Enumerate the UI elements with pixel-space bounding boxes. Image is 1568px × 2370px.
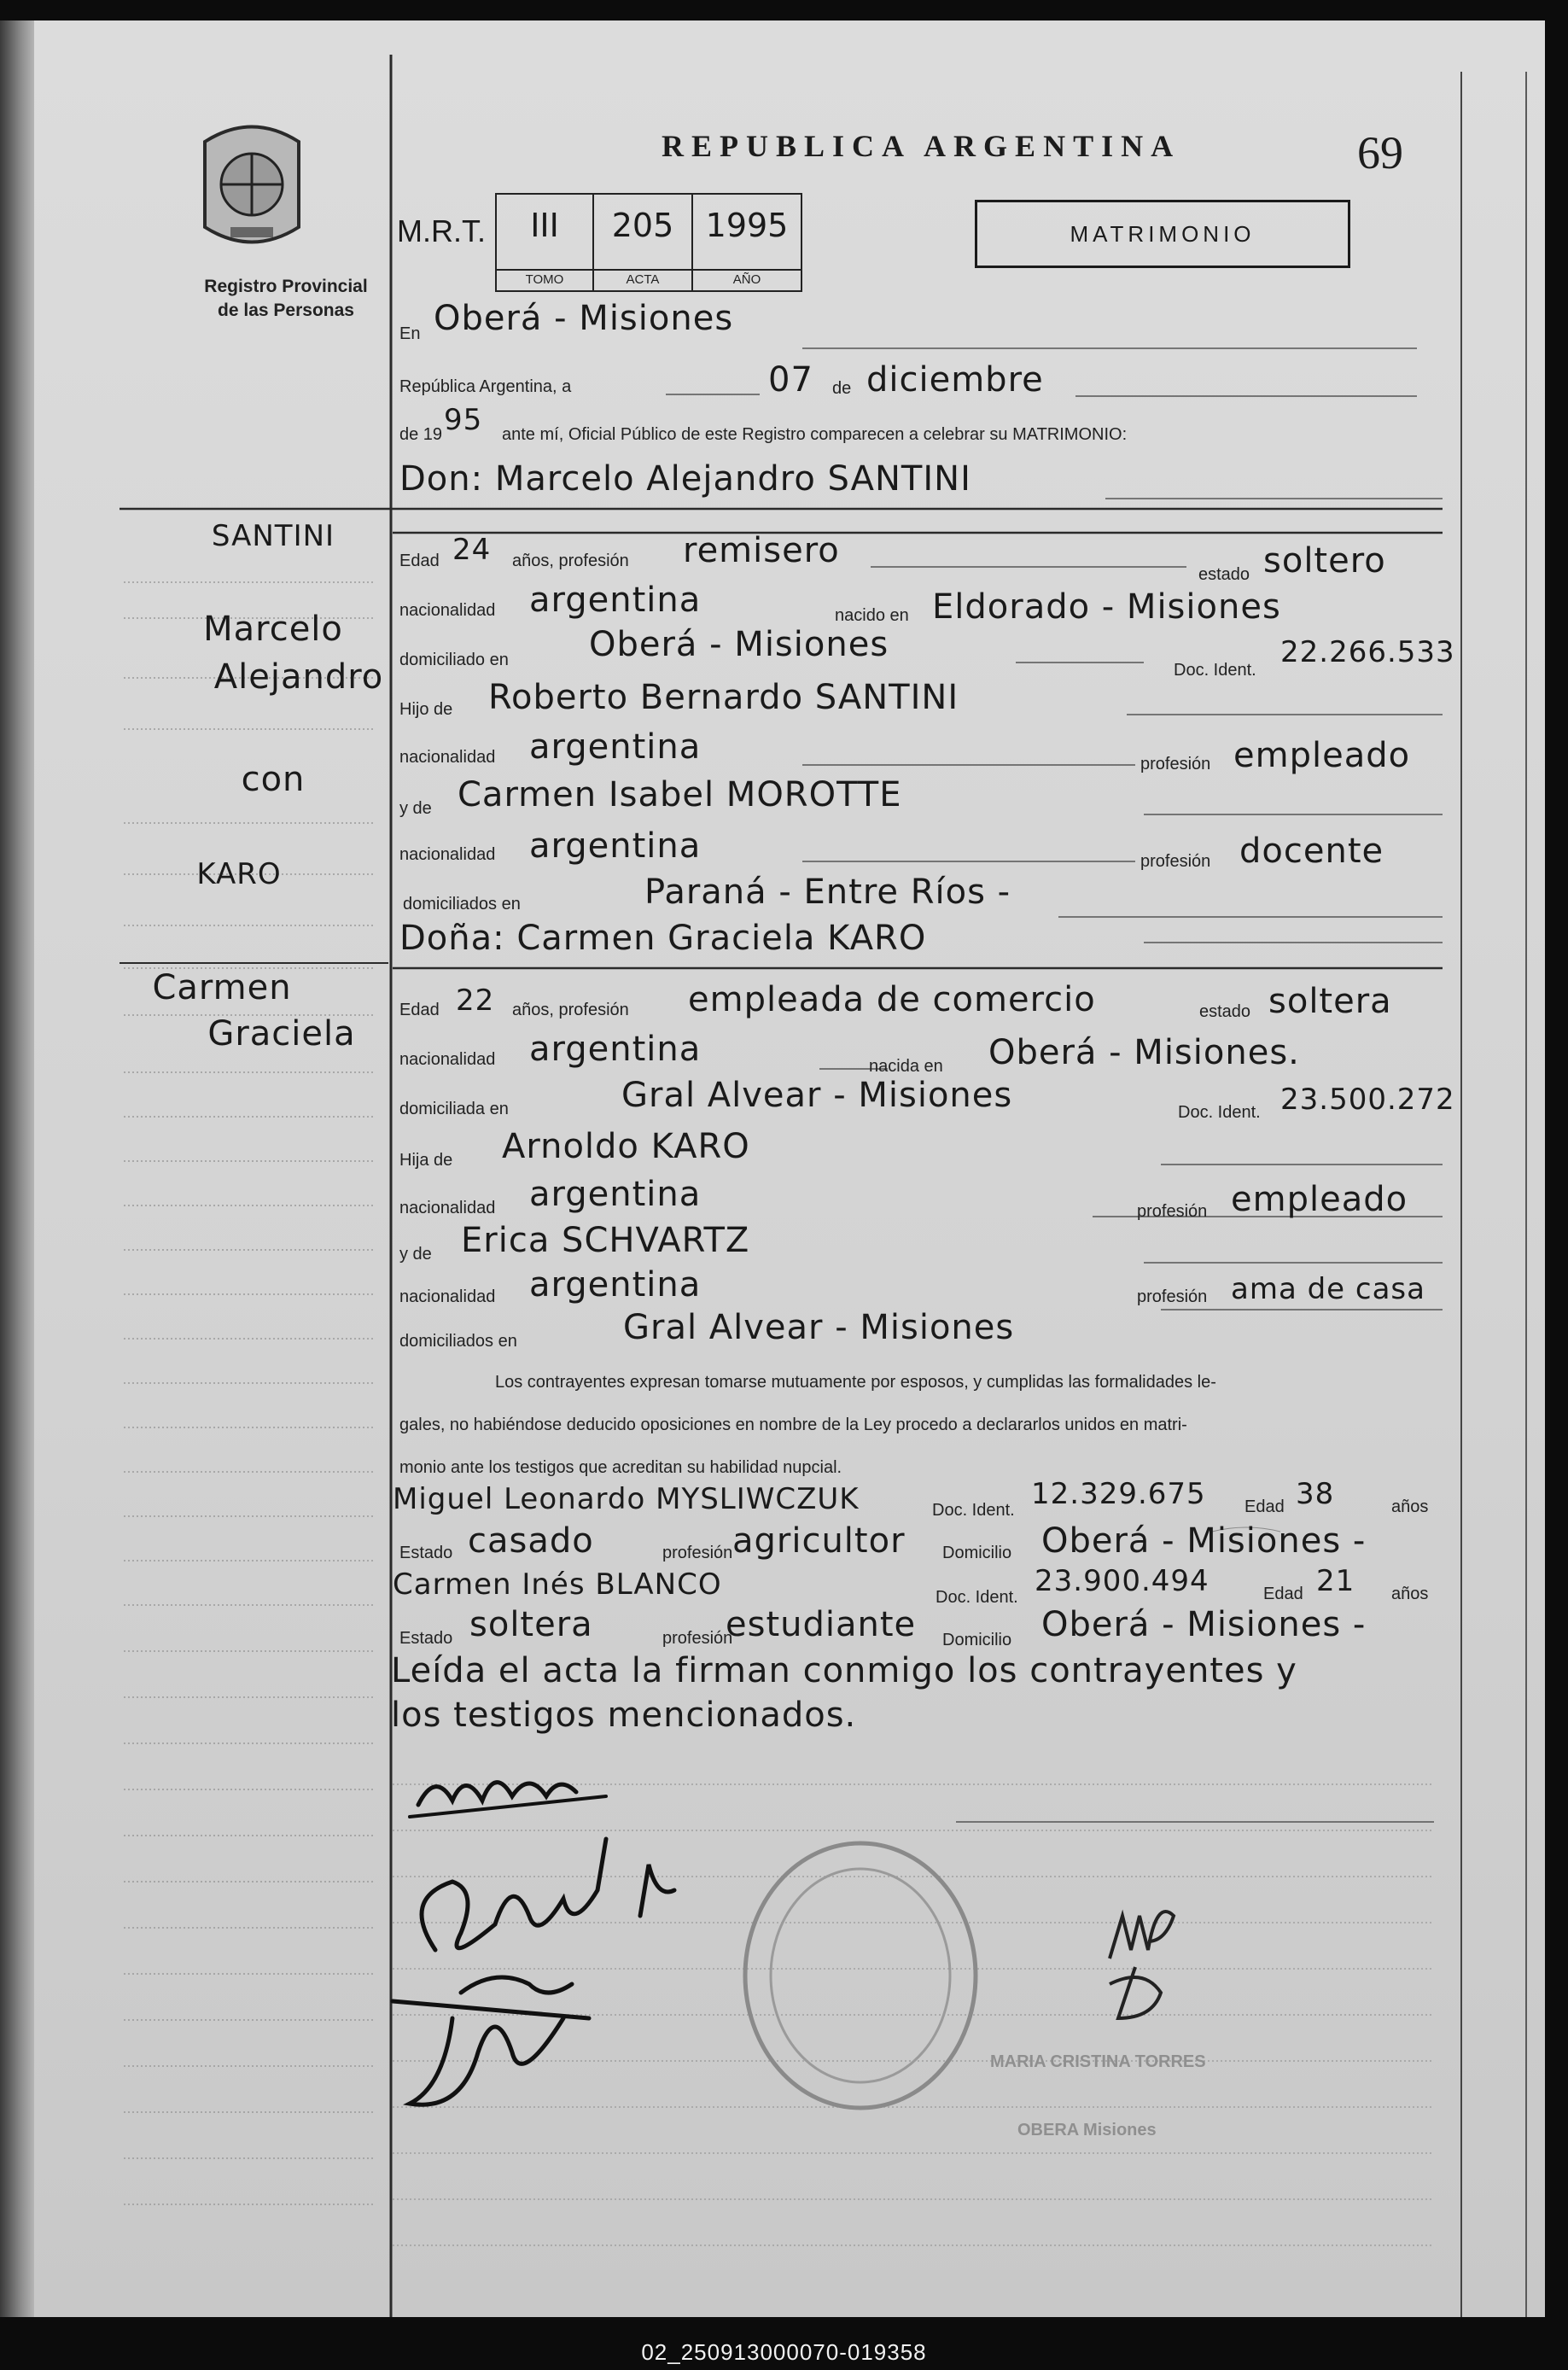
- witness1-doc: 12.329.675: [1031, 1477, 1206, 1511]
- witness1-edad: 38: [1296, 1477, 1335, 1511]
- groom-name-line: Don: Marcelo Alejandro SANTINI: [399, 459, 971, 499]
- bride-name-line: Doña: Carmen Graciela KARO: [399, 919, 927, 958]
- signatures-area: [384, 1745, 743, 2121]
- witness2-doc-label: Doc. Ident.: [936, 1588, 1018, 1607]
- groom-padre-prof: empleado: [1233, 736, 1411, 775]
- place-value: Oberá - Misiones: [434, 299, 734, 338]
- closing-line-1: Leída el acta la firman conmigo los contrayentes y: [391, 1651, 1297, 1690]
- witness1-domicilio: Oberá - Misiones -: [1041, 1521, 1367, 1561]
- groom-yde-label: y de: [399, 799, 432, 818]
- bride-domicilio: Gral Alvear - Misiones: [621, 1076, 1013, 1115]
- bride-edad-label: Edad: [399, 1001, 440, 1019]
- groom-edad-label: Edad: [399, 552, 440, 570]
- index-groom-surname: SANTINI: [211, 519, 335, 553]
- bride-padre-nac: argentina: [529, 1175, 702, 1214]
- bride-nacida-label: nacida en: [869, 1057, 943, 1076]
- bride-madre-nac: argentina: [529, 1265, 702, 1305]
- witness1-doc-label: Doc. Ident.: [932, 1501, 1015, 1520]
- witness1-estado: casado: [468, 1521, 594, 1561]
- registry-line-2: de las Personas: [218, 301, 354, 320]
- ante-text: ante mí, Oficial Público de este Registro comparecen a celebrar su MATRIMONIO:: [502, 425, 1128, 444]
- index-connector: con: [241, 760, 306, 799]
- witness1-name: Miguel Leonardo MYSLIWCZUK: [393, 1482, 860, 1516]
- bride-padres-dom: Gral Alvear - Misiones: [623, 1308, 1015, 1347]
- bride-padre-nac-label: nacionalidad: [399, 1199, 496, 1217]
- tomo-label: TOMO: [497, 269, 592, 287]
- initials-signature-icon: [1093, 1890, 1186, 2035]
- bride-yde-label: y de: [399, 1245, 432, 1264]
- groom-padres-dom: Paraná - Entre Ríos -: [644, 873, 1011, 912]
- month-value: diciembre: [866, 360, 1044, 400]
- book-binding: [0, 20, 34, 2317]
- year-suffix: 95: [444, 403, 483, 437]
- bride-padre-prof-label: profesión: [1137, 1202, 1208, 1221]
- bride-estado: soltera: [1268, 982, 1392, 1021]
- tomo-cell: [495, 193, 594, 292]
- witness1-prof-label: profesión: [662, 1544, 733, 1562]
- registry-line-1: Registro Provincial: [204, 277, 368, 296]
- bride-hija-label: Hija de: [399, 1151, 453, 1170]
- groom-edad: 24: [452, 533, 492, 567]
- groom-estado-label: estado: [1198, 565, 1250, 584]
- scan-id-footer: 02_250913000070-019358: [641, 2339, 927, 2365]
- stamp-line-2: OBERA Misiones: [1017, 2121, 1157, 2139]
- declaration-line-2: gales, no habiéndose deducido oposiciones en nombre de la Ley procedo a declararlos unidos en matri-: [399, 1416, 1187, 1434]
- index-bride-surname: KARO: [196, 857, 282, 891]
- signature-2-icon: [422, 1839, 674, 1950]
- bride-profesion: empleada de comercio: [688, 980, 1096, 1019]
- de-label: de: [832, 379, 852, 398]
- acta-cell: [592, 193, 693, 292]
- index-bride-middle: Graciela: [207, 1014, 356, 1054]
- bride-doc-label: Doc. Ident.: [1178, 1103, 1261, 1122]
- registry-label: [158, 275, 414, 323]
- bride-estado-label: estado: [1199, 1002, 1251, 1021]
- page-title: REPUBLICA ARGENTINA: [662, 129, 1181, 163]
- groom-profesion: remisero: [683, 531, 840, 570]
- stamp-line-1: MARIA CRISTINA TORRES: [990, 2052, 1206, 2071]
- declaration-line-3: monio ante los testigos que acreditan su habilidad nupcial.: [399, 1458, 842, 1477]
- declaration-line-1: Los contrayentes expresan tomarse mutuamente por esposos, y cumplidas las formalidades le-: [495, 1373, 1216, 1392]
- groom-padre-prof-label: profesión: [1140, 755, 1211, 773]
- acta-value: 205: [611, 207, 674, 244]
- act-type-box: MATRIMONIO: [975, 200, 1350, 268]
- bride-nacida-en: Oberá - Misiones.: [988, 1033, 1300, 1072]
- groom-madre-prof: docente: [1239, 832, 1384, 871]
- bride-madre-nac-label: nacionalidad: [399, 1287, 496, 1306]
- groom-doc-label: Doc. Ident.: [1174, 661, 1256, 680]
- witness2-estado: soltera: [469, 1605, 593, 1644]
- acta-label: ACTA: [594, 269, 691, 287]
- bride-doms-label: domiciliados en: [399, 1332, 517, 1351]
- index-groom-first: Marcelo: [203, 610, 343, 649]
- bride-nacionalidad: argentina: [529, 1030, 702, 1069]
- bride-doc: 23.500.272: [1280, 1083, 1455, 1117]
- groom-nacionalidad: argentina: [529, 581, 702, 620]
- groom-padre: Roberto Bernardo SANTINI: [488, 678, 959, 717]
- mrt-label: M.R.T.: [397, 213, 486, 248]
- groom-madre-prof-label: profesión: [1140, 852, 1211, 871]
- groom-domicilio: Oberá - Misiones: [589, 625, 889, 664]
- witness2-domicilio: Oberá - Misiones -: [1041, 1605, 1367, 1644]
- witness2-doc: 23.900.494: [1035, 1564, 1210, 1598]
- rep-label: República Argentina, a: [399, 377, 572, 396]
- groom-nacido-label: nacido en: [835, 606, 909, 625]
- tomo-value: III: [530, 207, 559, 244]
- groom-dom-label: domiciliado en: [399, 651, 509, 669]
- en-label: En: [399, 324, 421, 343]
- groom-doms-label: domiciliados en: [403, 895, 521, 914]
- civil-register-page: [34, 20, 1545, 2317]
- groom-doc: 22.266.533: [1280, 635, 1455, 669]
- groom-estado: soltero: [1263, 541, 1386, 581]
- index-bride-first: Carmen: [152, 968, 292, 1007]
- bride-prof-label: años, profesión: [512, 1001, 629, 1019]
- index-groom-middle: Alejandro: [213, 657, 384, 697]
- anio-value: 1995: [705, 207, 789, 244]
- witness2-name: Carmen Inés BLANCO: [393, 1567, 722, 1602]
- page-number: 69: [1357, 127, 1403, 178]
- bride-madre: Erica SCHVARTZ: [461, 1221, 750, 1260]
- witness1-estado-label: Estado: [399, 1544, 453, 1562]
- groom-madre-nac: argentina: [529, 826, 702, 866]
- closing-line-2: los testigos mencionados.: [391, 1696, 857, 1735]
- anio-label: AÑO: [693, 269, 801, 287]
- groom-madre: Carmen Isabel MOROTTE: [458, 775, 902, 814]
- bride-padre-prof: empleado: [1231, 1180, 1408, 1219]
- bride-madre-prof: ama de casa: [1231, 1272, 1425, 1306]
- witness1-anos-label: años: [1391, 1497, 1429, 1516]
- witness1-profesion: agricultor: [732, 1521, 906, 1561]
- groom-padre-nac: argentina: [529, 727, 702, 767]
- witness1-dom-label: Domicilio: [942, 1544, 1012, 1562]
- day-value: 07: [768, 360, 813, 400]
- groom-madre-nac-label: nacionalidad: [399, 845, 496, 864]
- witness2-profesion: estudiante: [726, 1605, 917, 1644]
- coat-of-arms-icon: [196, 116, 307, 261]
- de19-label: de 19: [399, 425, 443, 444]
- groom-nac-label: nacionalidad: [399, 601, 496, 620]
- groom-padre-nac-label: nacionalidad: [399, 748, 496, 767]
- witness2-edad-label: Edad: [1263, 1585, 1303, 1603]
- official-seal-icon: [732, 1830, 988, 2121]
- groom-prof-label: años, profesión: [512, 552, 629, 570]
- witness2-edad: 21: [1316, 1564, 1355, 1598]
- witness2-prof-label: profesión: [662, 1629, 733, 1648]
- groom-hijo-label: Hijo de: [399, 700, 453, 719]
- bride-padre: Arnoldo KARO: [502, 1127, 750, 1166]
- witness2-estado-label: Estado: [399, 1629, 453, 1648]
- witness1-edad-label: Edad: [1244, 1497, 1285, 1516]
- bride-dom-label: domiciliada en: [399, 1100, 509, 1118]
- witness2-dom-label: Domicilio: [942, 1631, 1012, 1649]
- groom-nacido-en: Eldorado - Misiones: [932, 587, 1281, 627]
- signature-3-icon: [393, 2001, 589, 2104]
- bride-nac-label: nacionalidad: [399, 1050, 496, 1069]
- witness2-anos-label: años: [1391, 1585, 1429, 1603]
- bride-edad: 22: [456, 984, 495, 1018]
- bride-madre-prof-label: profesión: [1137, 1287, 1208, 1306]
- anio-cell: [691, 193, 802, 292]
